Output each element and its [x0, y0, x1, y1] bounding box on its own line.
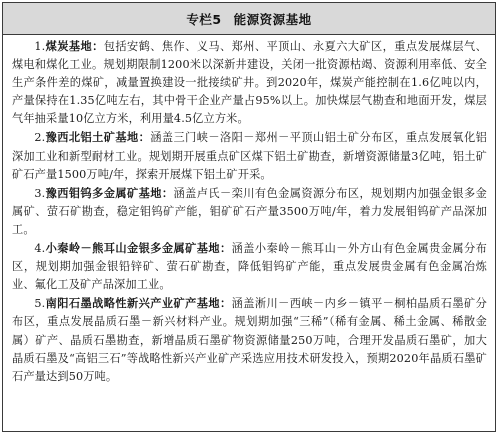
item-number: 5.: [34, 297, 46, 311]
list-item-coal: [12, 37, 487, 128]
item-name: 豫西北铝土矿基地：: [45, 130, 151, 145]
panel-title: 能源资源基地: [233, 11, 312, 27]
item-number: 1.: [34, 40, 46, 53]
item-name: 豫西钼钨多金属矿基地：: [45, 185, 174, 200]
feature-panel: [2, 2, 496, 432]
item-text: 包括安鹤、焦作、义马、郑州、平顶山、永夏六大矿区，重点发展煤层气、煤电和煤化工业。规划期限制1200米以深新井建设，关闭一批资源枯竭、资源利用率低、安全生产条件差的煤矿，减量置换建设一批接续矿井。到2020年，煤炭产能控制在1.6亿吨以内，产量保持在1.35亿吨左右，其中骨干企业产量占95%以上。加快煤层气勘查和地面开发，煤层气年抽采量10亿立方米，利用量4.5亿立方米。: [12, 40, 487, 126]
item-name: 煤炭基地：: [45, 39, 104, 53]
list-item-gold-silver: [12, 239, 487, 294]
item-text: 涵盖小秦岭－熊耳山－外方山有色金属贵金属分布区，规划期加强金银铅锌矿、萤石矿勘查，降低钼钨矿产能，重点发展贵金属有色金属冶炼业、氟化工及矿产品深加工业。: [12, 242, 487, 292]
item-name: 小秦岭－熊耳山金银多金属矿基地：: [45, 241, 232, 256]
panel-header: [3, 3, 495, 35]
item-number: 4.: [34, 242, 46, 256]
item-number: 2.: [34, 131, 46, 145]
item-text: 涵盖三门峡－洛阳－郑州－平顶山铝土矿分布区，重点发展氧化铝深加工业和新型耐材工业。规划期开展重点矿区煤下铝土矿勘查，新增资源储量3亿吨，铝土矿矿石产量1500万吨/年，探索开展煤下铝土矿开采。: [12, 131, 487, 181]
list-item-graphite: [12, 294, 487, 385]
list-item-bauxite: [12, 128, 487, 183]
panel-label: 专栏5: [186, 11, 222, 27]
panel-content: [3, 35, 495, 386]
item-name: 南阳石墨战略性新兴产业矿产基地：: [45, 296, 232, 311]
list-item-molybdenum: [12, 184, 487, 239]
item-number: 3.: [34, 186, 46, 200]
item-text: 涵盖淅川－西峡－内乡－镇平－桐柏晶质石墨矿分布区，重点发展晶质石墨－新兴材料产业。规划期加强“三稀”（稀有金属、稀土金属、稀散金属）矿产、晶质石墨勘查，新增晶质石墨矿物资源储量250万吨，合理开发晶质石墨矿，加大晶质石墨及“高铝三石”等战略性新兴产业矿产采选应用技术研发投入，预期2020年晶质石墨矿石产量达到50万吨。: [12, 297, 487, 383]
item-text: 涵盖卢氏－栾川有色金属资源分布区，规划期内加强金银多金属矿、萤石矿勘查，稳定钼钨矿产能，钼矿矿石产量3500万吨/年，着力发展钼钨矿产品深加工。: [12, 186, 487, 236]
